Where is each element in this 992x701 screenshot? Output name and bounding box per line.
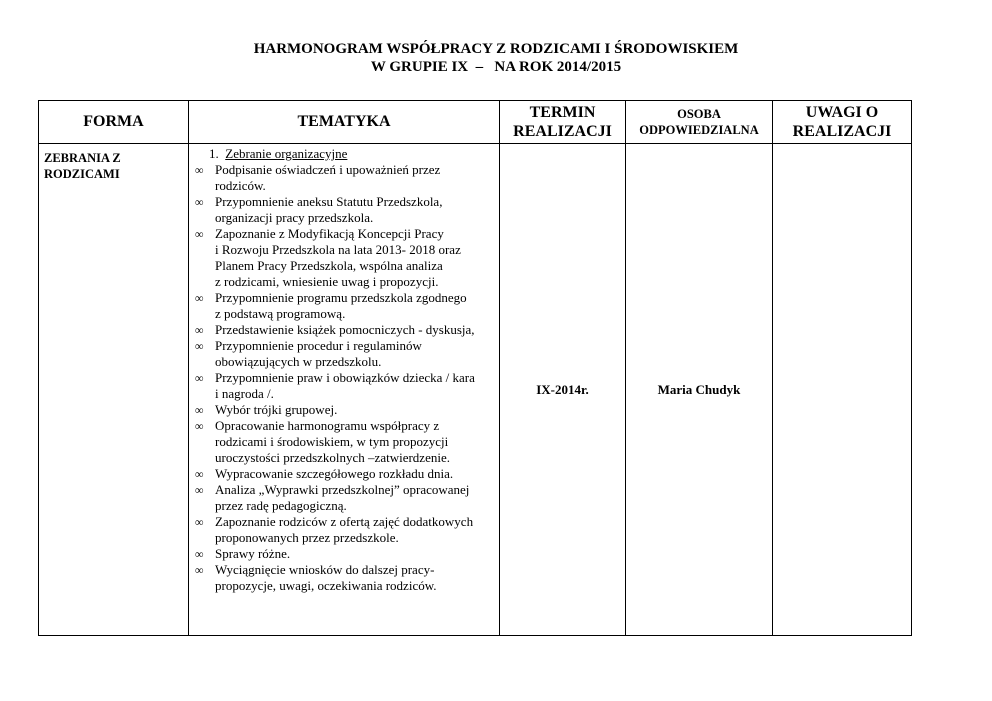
list-item-line: Opracowanie harmonogramu współpracy z bbox=[215, 418, 440, 433]
header-termin-line-1: TERMIN bbox=[529, 104, 596, 121]
forma-cell: ZEBRANIA Z RODZICAMI bbox=[39, 144, 189, 636]
section-title: Zebranie organizacyjne bbox=[225, 146, 348, 161]
infinity-bullet-icon: ∞ bbox=[195, 371, 204, 385]
list-item-line: obowiązujących w przedszkolu. bbox=[215, 354, 382, 369]
list-item bbox=[195, 402, 495, 418]
infinity-bullet-icon: ∞ bbox=[195, 339, 204, 353]
header-osoba bbox=[626, 101, 773, 144]
infinity-bullet-icon: ∞ bbox=[195, 419, 204, 433]
list-item bbox=[195, 226, 495, 290]
list-item-line: Przypomnienie programu przedszkola zgodnego bbox=[215, 290, 467, 305]
topic-list bbox=[195, 162, 495, 594]
list-item bbox=[195, 546, 495, 562]
list-item-line: z rodzicami, wniesienie uwag i propozycji. bbox=[215, 274, 439, 289]
list-item bbox=[195, 322, 495, 338]
list-item bbox=[195, 466, 495, 482]
list-item-line: Zapoznanie z Modyfikacją Koncepcji Pracy bbox=[215, 226, 444, 241]
list-item-line: Zapoznanie rodziców z ofertą zajęć dodatkowych bbox=[215, 514, 474, 529]
list-item-line: proponowanych przez przedszkole. bbox=[215, 530, 399, 545]
infinity-bullet-icon: ∞ bbox=[195, 483, 204, 497]
infinity-bullet-icon: ∞ bbox=[195, 323, 204, 337]
header-osoba-line-2: ODPOWIEDZIALNA bbox=[639, 123, 759, 137]
list-item-line: Sprawy różne. bbox=[215, 546, 291, 561]
header-uwagi-line-2: REALIZACJI bbox=[792, 123, 892, 140]
list-item-line: i nagroda /. bbox=[215, 386, 274, 401]
infinity-bullet-icon: ∞ bbox=[195, 291, 204, 305]
list-item-line: organizacji pracy przedszkola. bbox=[215, 210, 374, 225]
infinity-bullet-icon: ∞ bbox=[195, 563, 204, 577]
list-item bbox=[195, 370, 495, 402]
list-item bbox=[195, 562, 495, 594]
osoba-cell: Maria Chudyk bbox=[626, 144, 773, 636]
document-title bbox=[0, 40, 992, 76]
list-item-line: z podstawą programową. bbox=[215, 306, 346, 321]
list-item-line: Analiza „Wyprawki przedszkolnej” opracowanej bbox=[215, 482, 470, 497]
uwagi-cell bbox=[773, 144, 912, 636]
tematyka-cell bbox=[189, 144, 500, 636]
list-item bbox=[195, 338, 495, 370]
list-item-line: propozycje, uwagi, oczekiwania rodziców. bbox=[215, 578, 437, 593]
header-osoba-line-1: OSOBA bbox=[677, 107, 721, 121]
list-item-line: Przedstawienie książek pomocniczych - dyskusja, bbox=[215, 322, 475, 337]
header-tematyka: TEMATYKA bbox=[189, 101, 500, 144]
list-item-line: Przypomnienie aneksu Statutu Przedszkola, bbox=[215, 194, 443, 209]
list-item-line: Planem Pracy Przedszkola, wspólna analiza bbox=[215, 258, 443, 273]
list-item bbox=[195, 290, 495, 322]
list-item bbox=[195, 514, 495, 546]
list-item-line: rodziców. bbox=[215, 178, 266, 193]
infinity-bullet-icon: ∞ bbox=[195, 515, 204, 529]
header-uwagi bbox=[773, 101, 912, 144]
list-item bbox=[195, 418, 495, 466]
title-line-1: HARMONOGRAM WSPÓŁPRACY Z RODZICAMI I ŚRODOWISKIEM bbox=[253, 41, 739, 57]
header-termin-line-2: REALIZACJI bbox=[513, 123, 612, 140]
list-item-line: rodzicami i środowiskiem, w tym propozycji bbox=[215, 434, 449, 449]
title-line-2: W GRUPIE IX – NA ROK 2014/2015 bbox=[370, 59, 622, 75]
infinity-bullet-icon: ∞ bbox=[195, 195, 204, 209]
list-item-line: Wybór trójki grupowej. bbox=[215, 402, 338, 417]
list-item-line: Wyciągnięcie wniosków do dalszej pracy- bbox=[215, 562, 435, 577]
list-item-line: przez radę pedagogiczną. bbox=[215, 498, 347, 513]
infinity-bullet-icon: ∞ bbox=[195, 547, 204, 561]
infinity-bullet-icon: ∞ bbox=[195, 403, 204, 417]
infinity-bullet-icon: ∞ bbox=[195, 163, 204, 177]
header-termin bbox=[500, 101, 626, 144]
infinity-bullet-icon: ∞ bbox=[195, 227, 204, 241]
header-uwagi-line-1: UWAGI O bbox=[805, 104, 879, 121]
list-item-line: Wypracowanie szczegółowego rozkładu dnia. bbox=[215, 466, 454, 481]
list-item bbox=[195, 194, 495, 226]
section-heading bbox=[195, 146, 495, 162]
list-item bbox=[195, 482, 495, 514]
schedule-table bbox=[38, 100, 912, 636]
header-forma: FORMA bbox=[39, 101, 189, 144]
table-header-row bbox=[39, 101, 912, 144]
infinity-bullet-icon: ∞ bbox=[195, 467, 204, 481]
termin-cell: IX-2014r. bbox=[500, 144, 626, 636]
table-row bbox=[39, 144, 912, 636]
list-item-line: Przypomnienie procedur i regulaminów bbox=[215, 338, 422, 353]
list-item-line: uroczystości przedszkolnych –zatwierdzenie. bbox=[215, 450, 450, 465]
section-number: 1. bbox=[209, 146, 219, 161]
list-item bbox=[195, 162, 495, 194]
list-item-line: i Rozwoju Przedszkola na lata 2013- 2018 oraz bbox=[215, 242, 461, 257]
list-item-line: Przypomnienie praw i obowiązków dziecka / kara bbox=[215, 370, 475, 385]
list-item-line: Podpisanie oświadczeń i upoważnień przez bbox=[215, 162, 441, 177]
